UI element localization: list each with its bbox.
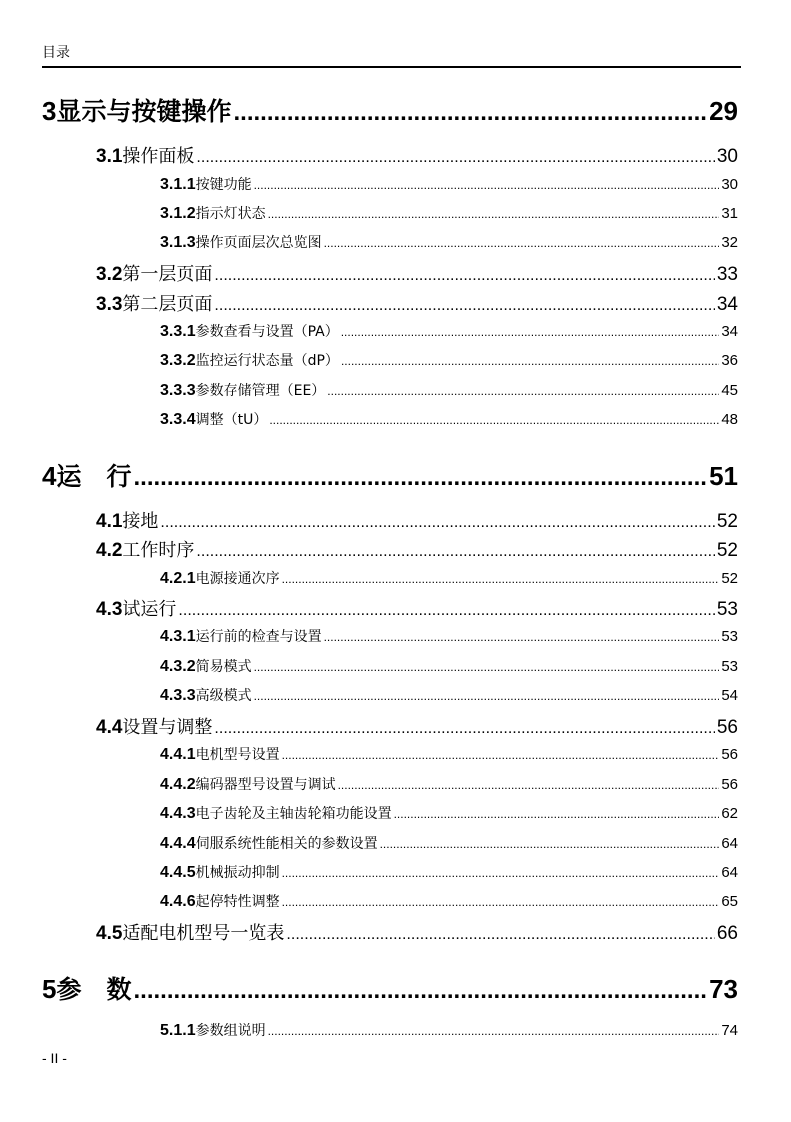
dot-leader <box>268 1024 720 1038</box>
toc-title: 电源接通次序 <box>195 571 280 587</box>
toc-number: 4.4.3 <box>160 805 196 822</box>
toc-number: 4.3.1 <box>160 628 196 645</box>
toc-title: 按键功能 <box>195 177 252 193</box>
toc-title: 第一层页面 <box>122 264 213 285</box>
toc-section-4-4[interactable] <box>96 713 738 737</box>
toc-number: 4.3.3 <box>160 687 196 704</box>
toc-page-number: 73 <box>709 974 738 1004</box>
dot-leader <box>254 660 720 674</box>
toc-subsection-4-4-4[interactable] <box>160 833 738 853</box>
dot-leader <box>282 572 720 586</box>
toc-page-number: 34 <box>721 323 738 340</box>
toc-section-3-2[interactable] <box>96 260 738 284</box>
toc-number: 3.3.3 <box>160 382 196 399</box>
toc-title: 参 数 <box>56 975 132 1004</box>
toc-title: 第二层页面 <box>122 294 213 315</box>
page-header-title: 目录 <box>42 45 70 61</box>
toc-page-number: 66 <box>716 923 738 944</box>
toc-title: 参数存储管理（EE） <box>195 383 326 399</box>
toc-number: 4 <box>42 461 57 491</box>
toc-subsection-4-3-1[interactable] <box>160 626 738 646</box>
toc-number: 3.3 <box>96 294 123 315</box>
dot-leader <box>214 720 714 738</box>
toc-subsection-3-3-1[interactable] <box>160 321 738 341</box>
toc-page-number: 34 <box>716 294 738 315</box>
toc-page-number: 53 <box>721 628 738 645</box>
toc-subsection-4-4-3[interactable] <box>160 803 738 823</box>
toc-section-4-2[interactable] <box>96 536 738 560</box>
toc-title: 操作页面层次总览图 <box>195 235 322 251</box>
toc-page-number: 56 <box>721 776 738 793</box>
toc-number: 4.4.1 <box>160 746 196 763</box>
toc-number: 3.3.2 <box>160 352 196 369</box>
toc-page-number: 52 <box>716 540 738 561</box>
toc-page-number: 31 <box>721 205 738 222</box>
toc-subsection-4-4-2[interactable] <box>160 774 738 794</box>
toc-page-number: 64 <box>721 835 738 852</box>
toc-title: 电机型号设置 <box>195 747 280 763</box>
toc-section-4-5[interactable] <box>96 919 738 943</box>
toc-title: 编码器型号设置与调试 <box>195 777 336 793</box>
toc-number: 4.3.2 <box>160 658 196 675</box>
toc-page-number: 48 <box>721 411 738 428</box>
toc-subsection-5-1-1[interactable] <box>160 1020 738 1040</box>
toc-subsection-4-2-1[interactable] <box>160 568 738 588</box>
toc-title: 机械振动抑制 <box>195 865 280 881</box>
toc-page-number: 36 <box>721 352 738 369</box>
toc-number: 3.3.4 <box>160 411 196 428</box>
dot-leader <box>341 325 720 339</box>
toc-number: 4.4.5 <box>160 864 196 881</box>
toc-subsection-3-3-4[interactable] <box>160 409 738 429</box>
dot-leader <box>214 297 714 315</box>
toc-number: 3.1.3 <box>160 234 196 251</box>
toc-section-3-3[interactable] <box>96 290 738 314</box>
dot-leader <box>282 866 720 880</box>
toc-title: 高级模式 <box>195 688 252 704</box>
toc-number: 4.2 <box>96 540 123 561</box>
toc-page-number: 33 <box>716 264 738 285</box>
dot-leader <box>196 543 714 561</box>
dot-leader <box>268 207 720 221</box>
toc-number: 4.1 <box>96 511 123 532</box>
toc-page-number: 65 <box>721 893 738 910</box>
toc-page-number: 52 <box>721 570 738 587</box>
dot-leader <box>254 689 720 703</box>
toc-number: 3.1.2 <box>160 205 196 222</box>
toc-title: 适配电机型号一览表 <box>122 923 285 944</box>
dot-leader <box>380 837 720 851</box>
toc-number: 4.4.6 <box>160 893 196 910</box>
toc-page-number: 56 <box>716 717 738 738</box>
toc-title: 电子齿轮及主轴齿轮箱功能设置 <box>195 806 392 822</box>
toc-subsection-3-3-2[interactable] <box>160 350 738 370</box>
toc-title: 运 行 <box>56 462 132 491</box>
dot-leader <box>282 748 720 762</box>
dot-leader <box>286 926 714 944</box>
toc-page-number: 32 <box>721 234 738 251</box>
toc-number: 3 <box>42 96 57 126</box>
toc-page-number: 45 <box>721 382 738 399</box>
toc-section-3-1[interactable] <box>96 142 738 166</box>
dot-leader <box>327 384 719 398</box>
toc-title: 伺服系统性能相关的参数设置 <box>195 836 378 852</box>
dot-leader <box>160 514 714 532</box>
toc-chapter-5[interactable] <box>42 970 738 1004</box>
toc-title: 指示灯状态 <box>195 206 266 222</box>
toc-subsection-4-4-6[interactable] <box>160 891 738 911</box>
dot-leader <box>269 413 719 427</box>
dot-leader <box>338 778 720 792</box>
toc-chapter-3[interactable] <box>42 92 738 126</box>
toc-page-number: 29 <box>709 96 738 126</box>
toc-number: 3.1.1 <box>160 176 196 193</box>
toc-number: 4.3 <box>96 599 123 620</box>
toc-number: 4.4 <box>96 717 123 738</box>
toc-number: 3.1 <box>96 146 123 167</box>
toc-title: 起停特性调整 <box>195 894 280 910</box>
toc-number: 4.2.1 <box>160 570 196 587</box>
toc-title: 显示与按键操作 <box>56 97 232 126</box>
toc-page-number: 53 <box>721 658 738 675</box>
dot-leader <box>254 178 720 192</box>
header-rule <box>42 66 741 68</box>
dot-leader <box>341 354 719 368</box>
toc-title: 简易模式 <box>195 659 252 675</box>
toc-subsection-3-1-1[interactable] <box>160 174 738 194</box>
toc-number: 4.5 <box>96 923 123 944</box>
dot-leader <box>324 236 720 250</box>
toc-page-number: 54 <box>721 687 738 704</box>
toc-page-number: 52 <box>716 511 738 532</box>
dot-leader <box>282 895 720 909</box>
toc-title: 调整（tU） <box>195 412 268 428</box>
toc-page-number: 64 <box>721 864 738 881</box>
dot-leader <box>214 267 714 285</box>
dot-leader <box>133 464 707 492</box>
toc-section-4-1[interactable] <box>96 507 738 531</box>
toc-chapter-4[interactable] <box>42 457 738 491</box>
toc-title: 接地 <box>122 511 159 532</box>
page-footer-number: - II - <box>42 1050 67 1066</box>
toc-title: 运行前的检查与设置 <box>195 629 322 645</box>
dot-leader <box>394 807 720 821</box>
toc-title: 试运行 <box>122 599 177 620</box>
toc-section-4-3[interactable] <box>96 595 738 619</box>
dot-leader <box>178 602 714 620</box>
toc-page-number: 74 <box>721 1022 738 1039</box>
toc-number: 5.1.1 <box>160 1022 196 1039</box>
dot-leader <box>133 977 707 1005</box>
toc-number: 4.4.4 <box>160 835 196 852</box>
toc-title: 操作面板 <box>122 146 195 167</box>
toc-title: 参数查看与设置（PA） <box>195 324 339 340</box>
toc-page-number: 30 <box>721 176 738 193</box>
toc-page-number: 51 <box>709 461 738 491</box>
toc-subsection-4-4-5[interactable] <box>160 862 738 882</box>
toc-title: 参数组说明 <box>195 1023 266 1039</box>
toc-subsection-4-4-1[interactable] <box>160 744 738 764</box>
toc-number: 3.3.1 <box>160 323 196 340</box>
toc-page-number: 30 <box>716 146 738 167</box>
toc-number: 5 <box>42 974 57 1004</box>
toc-title: 工作时序 <box>122 540 195 561</box>
dot-leader <box>196 149 714 167</box>
toc-number: 3.2 <box>96 264 123 285</box>
toc-subsection-3-3-3[interactable] <box>160 380 738 400</box>
toc-subsection-3-1-3[interactable] <box>160 232 738 252</box>
dot-leader <box>324 630 720 644</box>
toc-page-number: 53 <box>716 599 738 620</box>
toc-subsection-4-3-3[interactable] <box>160 685 738 705</box>
toc-page-number: 56 <box>721 746 738 763</box>
toc-page-number: 62 <box>721 805 738 822</box>
toc-subsection-3-1-2[interactable] <box>160 203 738 223</box>
toc-title: 监控运行状态量（dP） <box>195 353 339 369</box>
toc-subsection-4-3-2[interactable] <box>160 656 738 676</box>
toc-number: 4.4.2 <box>160 776 196 793</box>
toc-title: 设置与调整 <box>122 717 213 738</box>
dot-leader <box>233 99 707 127</box>
